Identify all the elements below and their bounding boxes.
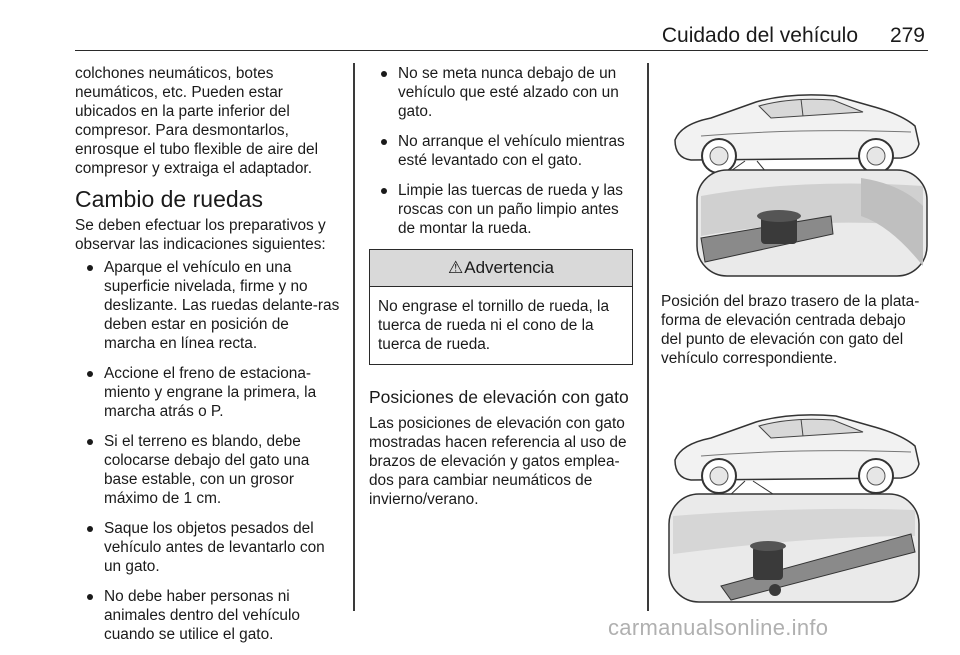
list-item: Accione el freno de estaciona-miento y engrane la primera, la marcha atrás o P. [75,364,341,421]
list-item: Si el terreno es blando, debe colocarse debajo del gato una base estable, con un grosor máximo de 1 cm. [75,432,341,508]
subsection-title: Posiciones de elevación con gato [369,387,629,407]
list-item: Limpie las tuercas de rueda y las roscas con un paño limpio antes de montar la rueda. [369,181,633,238]
lift-point-figure-2 [661,386,929,604]
list-item: No arranque el vehículo mientras esté levantado con el gato. [369,132,633,170]
lift-point-figure-1 [661,66,929,278]
list-item: No se meta nunca debajo de un vehículo que esté alzado con un gato. [369,64,633,121]
list-item: No debe haber personas ni animales dentro del vehículo cuando se utilice el gato. [75,587,341,644]
warning-title: Advertencia [464,258,555,277]
section-intro: Se deben efectuar los preparativos y observar las indicaciones siguientes: [75,217,326,253]
page-number: 279 [889,24,925,47]
column-1 [75,64,341,655]
list-item: Saque los objetos pesados del vehículo antes de levantarlo con un gato. [75,519,341,576]
list-item: Aparque el vehículo en una superficie nivelada, firme y no deslizante. Las ruedas delante-ras deben estar en posición de marcha en línea recta. [75,258,341,353]
column-divider [647,63,649,611]
warning-text: No engrase el tornillo de rueda, la tuerca de rueda ni el cono de la tuerca de rueda. [378,298,610,353]
car-lift-illustration-1 [661,66,929,278]
preparation-list [75,258,341,644]
warning-icon: ⚠ [447,258,464,277]
intro-paragraph: colchones neumáticos, botes neumáticos, etc. Pueden estar ubicados en la parte inferior del compresor. Para desmontarlos, enrosque el tubo flexible de aire del compresor y extraiga el adaptador. [75,65,318,177]
figure-1-caption: Posición del brazo trasero de la plata-forma de elevación centrada debajo del punto de elevación con gato del vehículo correspondiente. [661,293,920,367]
column-divider [353,63,355,611]
safety-list [369,64,633,238]
warning-box [369,249,633,365]
section-title: Cambio de ruedas [75,186,263,212]
subsection-text: Las posiciones de elevación con gato mostradas hacen referencia al uso de brazos de elevación y gatos emplea-dos para cambiar neumáticos de invierno/verano. [369,415,627,508]
column-3 [661,66,929,604]
watermark: carmanualsonline.info [608,615,829,640]
chapter-title: Cuidado del vehículo [661,24,858,47]
column-2 [369,64,633,509]
car-lift-illustration-2 [661,386,929,604]
page-header [75,0,928,51]
warning-header [370,250,632,287]
